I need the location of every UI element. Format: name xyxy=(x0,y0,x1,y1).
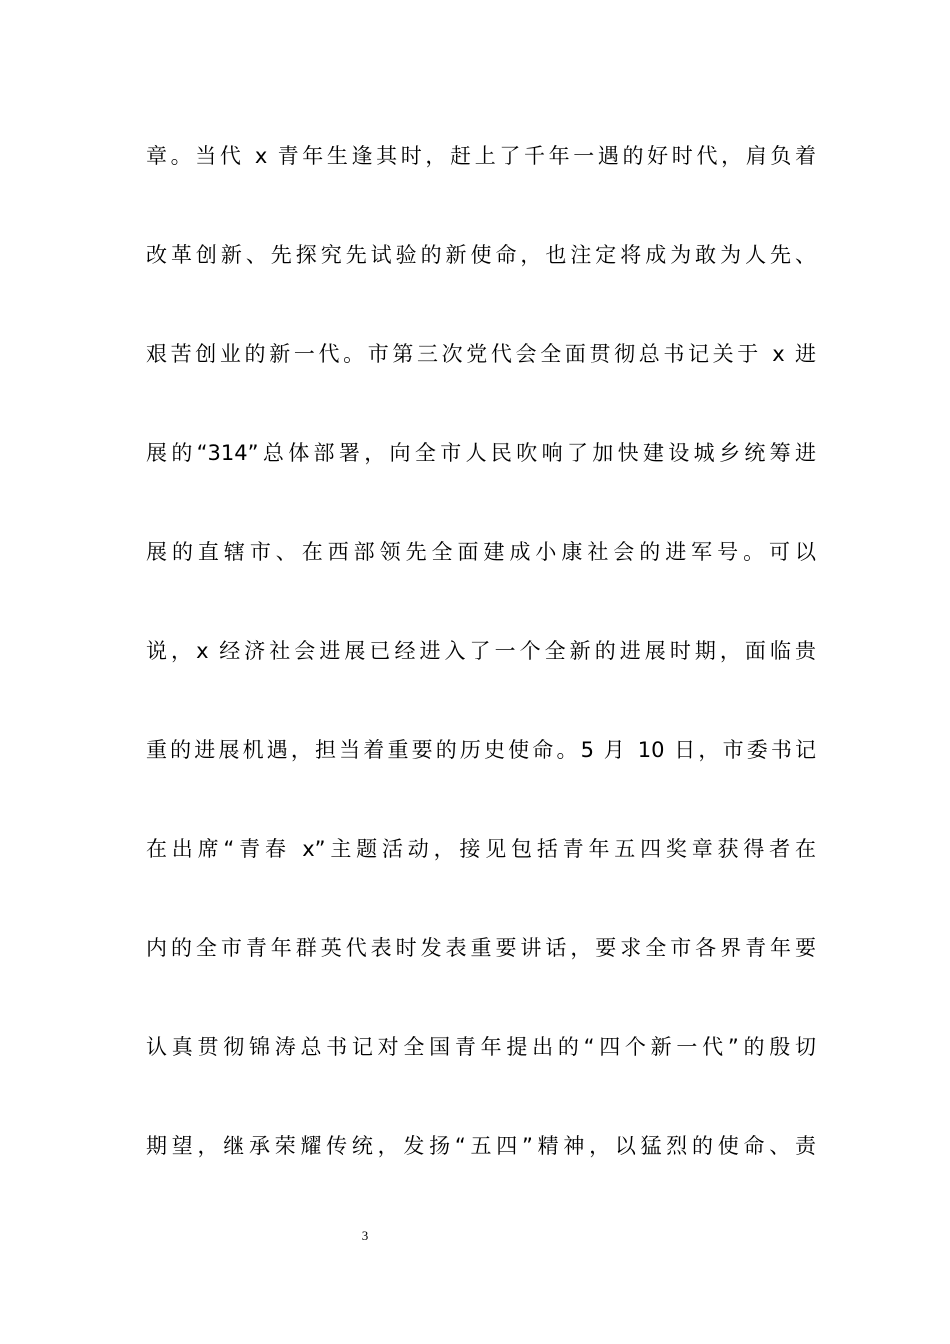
body-text xyxy=(146,132,816,1221)
page-number: 3 xyxy=(361,1228,369,1243)
text-line: 期望，继承荣耀传统，发扬“五四”精神，以猛烈的使命、责 xyxy=(146,1134,816,1158)
text-line: 重的进展机遇，担当着重要的历史使命。5 月 10 日，市委书记 xyxy=(146,738,816,762)
text-line: 展的“314”总体部署，向全市人民吹响了加快建设城乡统筹进 xyxy=(146,441,816,465)
text-line: 内的全市青年群英代表时发表重要讲话，要求全市各界青年要 xyxy=(146,936,816,960)
text-line: 艰苦创业的新一代。市第三次党代会全面贯彻总书记关于 x 进 xyxy=(146,342,816,366)
text-line: 说，x 经济社会进展已经进入了一个全新的进展时期，面临贵 xyxy=(146,639,816,663)
text-line: 展的直辖市、在西部领先全面建成小康社会的进军号。可以 xyxy=(146,540,816,564)
text-line: 认真贯彻锦涛总书记对全国青年提出的“四个新一代”的殷切 xyxy=(146,1035,816,1059)
text-line: 章。当代 x 青年生逢其时，赶上了千年一遇的好时代，肩负着 xyxy=(146,144,816,168)
text-line: 在出席“青春 x”主题活动，接见包括青年五四奖章获得者在 xyxy=(146,837,816,861)
text-line: 改革创新、先探究先试验的新使命，也注定将成为敢为人先、 xyxy=(146,243,816,267)
